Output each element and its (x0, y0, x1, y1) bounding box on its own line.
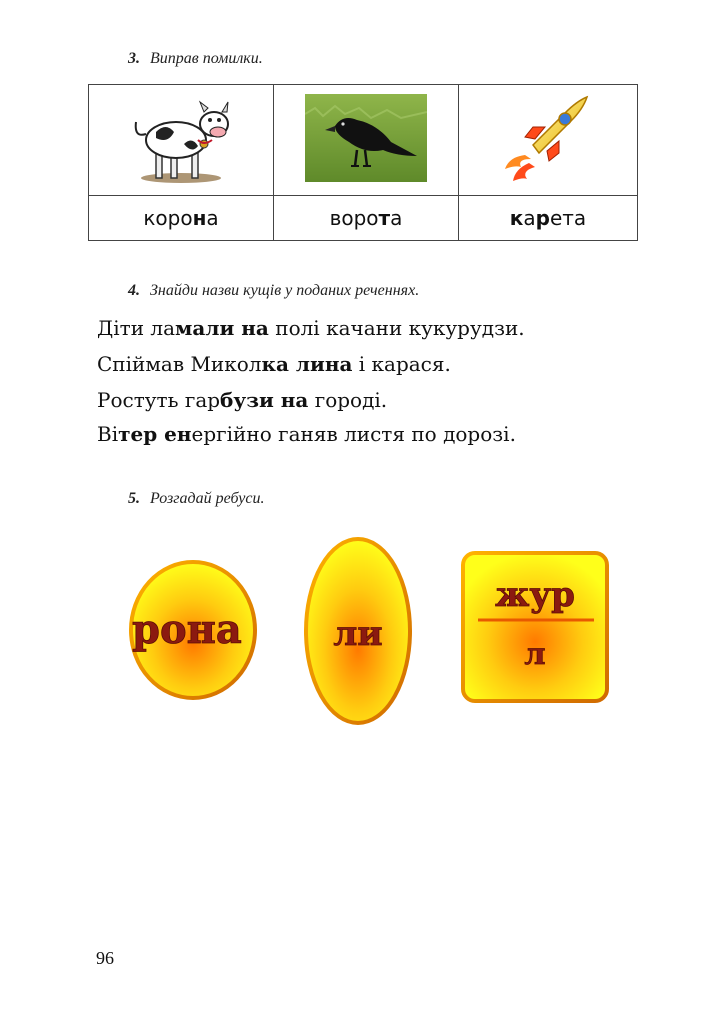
task-number: 5. (128, 490, 140, 507)
task-3-table (88, 84, 638, 241)
cow-icon (126, 92, 236, 184)
task-number: 3. (128, 50, 140, 67)
word-kareta: карета (509, 206, 587, 230)
task-5-heading (128, 490, 265, 508)
rebus-text: ли (333, 614, 383, 654)
word-cell (459, 196, 638, 241)
page-number: 96 (96, 948, 114, 968)
rebus-square (460, 550, 610, 704)
rebus-text: рона (132, 606, 242, 653)
sentence: Вітер енергійно ганяв листя по дорозі. (97, 422, 516, 446)
task-title: Розгадай ребуси. (150, 490, 265, 507)
sentence: Ростуть гарбузи на городі. (97, 388, 388, 412)
word-vorota: ворота (329, 206, 403, 230)
picture-cell (274, 85, 459, 196)
picture-cell (459, 85, 638, 196)
rebus-denominator: л (524, 637, 546, 672)
task-3-heading (128, 50, 263, 68)
task-number: 4. (128, 282, 140, 299)
rebus-ellipse (302, 535, 414, 727)
word-cell (274, 196, 459, 241)
rebus-circle (128, 559, 258, 701)
task-title: Виправ помилки. (150, 50, 263, 67)
task-4-heading (128, 282, 419, 300)
rebus-numerator: жур (495, 575, 575, 615)
picture-cell (89, 85, 274, 196)
sentence: Спіймав Миколка лина і карася. (97, 352, 451, 376)
word-korona: корона (143, 206, 219, 230)
word-cell (89, 196, 274, 241)
task-title: Знайди назви кущів у поданих реченнях. (150, 282, 420, 299)
crow-icon (305, 94, 427, 182)
sentence: Діти ламали на полі качани кукурудзи. (97, 316, 525, 340)
rocket-icon (503, 93, 593, 183)
